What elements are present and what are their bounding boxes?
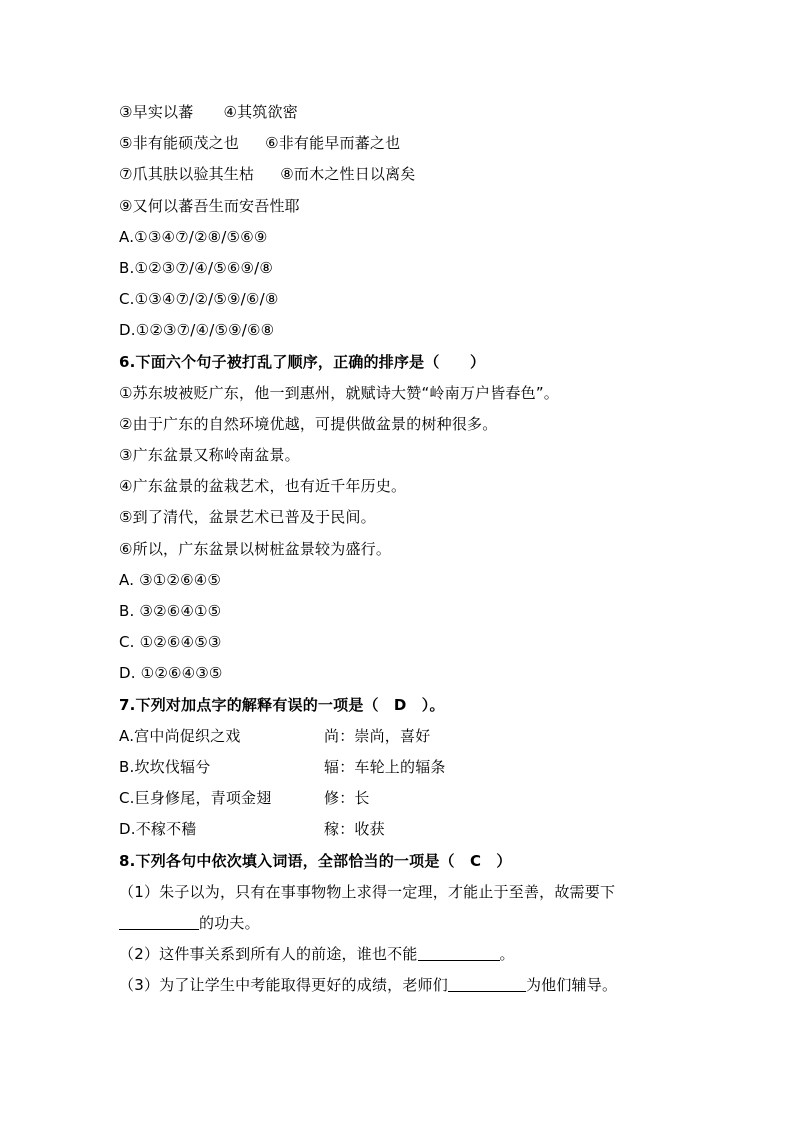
q8-stem: 8.下列各句中依次填入词语，全部恰当的一项是（ C ）: [119, 851, 512, 870]
q7-row-a-text: A.宫中尚促织之戏: [119, 726, 241, 745]
document-page: [119, 97, 719, 1001]
q7-stem: 7.下列对加点字的解释有误的一项是（ D ）。: [119, 695, 445, 714]
q8-sentence-3-head: （3）为了让学生中考能取得更好的成绩，老师们: [119, 976, 448, 995]
q8-sentence-2-tail: 。: [499, 945, 515, 964]
q6-sentence-5: ⑤到了清代，盆景艺术已普及于民间。: [119, 508, 376, 527]
q7-row-a-gloss: 尚：崇尚，喜好: [324, 726, 431, 745]
q6-option-b: B. ③②⑥④①⑤: [119, 602, 222, 620]
q7-row-d-gloss: 稼：收获: [324, 820, 385, 839]
q8-sentence-1-part-2: [119, 908, 719, 939]
q7-row-c-gloss: 修：长: [324, 789, 370, 808]
q8-sentence-2: [119, 939, 719, 970]
q5-item-row-4: [119, 191, 719, 222]
q7-row-c-text: C.巨身修尾，青项金翅: [119, 789, 272, 808]
q5-item-row-1: [119, 97, 719, 128]
q5-item-row-2: [119, 128, 719, 159]
q6-option-c: C. ①②⑥④⑤③: [119, 633, 222, 652]
fill-blank-1[interactable]: [119, 911, 199, 930]
q5-item-4: ④其筑欲密: [223, 103, 298, 121]
q8-sentence-1-part-1: （1）朱子以为，只有在事事物物上求得一定理，才能止于至善，故需要下: [119, 882, 616, 901]
q5-item-3: ③早实以蕃: [119, 103, 194, 121]
fill-blank-3[interactable]: [448, 973, 526, 992]
q7-row-b: [119, 752, 719, 783]
q7-row-b-gloss: 辐：车轮上的辐条: [324, 757, 446, 776]
q6-sentence-2: ②由于广东的自然环境优越，可提供做盆景的树种很多。: [119, 414, 498, 433]
q6-sentence-3: ③广东盆景又称岭南盆景。: [119, 446, 300, 465]
q8-sentence-3-tail: 为他们辅导。: [525, 976, 618, 995]
q8-sentence-3: [119, 970, 719, 1001]
q5-item-row-3: [119, 159, 719, 190]
q6-sentence-4: ④广东盆景的盆栽艺术，也有近千年历史。: [119, 477, 407, 496]
q5-option-b: B.①②③⑦/④/⑤⑥⑨/⑧: [119, 258, 274, 277]
q8-sentence-2-head: （2）这件事关系到所有人的前途，谁也不能: [119, 945, 418, 964]
q5-item-5: ⑤非有能硕茂之也: [119, 134, 240, 153]
q6-stem: 6.下面六个句子被打乱了顺序，正确的排序是（ ）: [119, 352, 486, 371]
q6-option-a: A. ③①②⑥④⑤: [119, 570, 222, 589]
fill-blank-2[interactable]: [418, 942, 500, 961]
q8-sentence-1-tail: 的功夫。: [199, 913, 260, 932]
q7-row-d-text: D.不稼不穑: [119, 820, 197, 839]
q5-item-8: ⑧而木之性日以离矣: [280, 165, 416, 184]
q5-item-9: ⑨又何以蕃吾生而安吾性耶: [119, 196, 300, 215]
q5-item-6: ⑥非有能早而蕃之也: [265, 134, 401, 153]
q5-option-d: D.①②③⑦/④/⑤⑨/⑥⑧: [119, 321, 275, 340]
q6-option-d: D. ①②⑥④③⑤: [119, 664, 223, 683]
q5-option-a: A.①③④⑦/②⑧/⑤⑥⑨: [119, 227, 268, 246]
q6-sentence-6: ⑥所以，广东盆景以树桩盆景较为盛行。: [119, 539, 392, 558]
q5-item-7: ⑦爪其肤以验其生枯: [119, 165, 255, 184]
q7-row-c: [119, 783, 719, 814]
q7-row-b-text: B.坎坎伐辐兮: [119, 757, 211, 776]
q6-sentence-1: ①苏东坡被贬广东，他一到惠州，就赋诗大赞“岭南万户皆春色”。: [119, 383, 559, 402]
q5-option-c: C.①③④⑦/②/⑤⑨/⑥/⑧: [119, 290, 279, 309]
q7-row-a: [119, 721, 719, 752]
q7-row-d: [119, 814, 719, 845]
